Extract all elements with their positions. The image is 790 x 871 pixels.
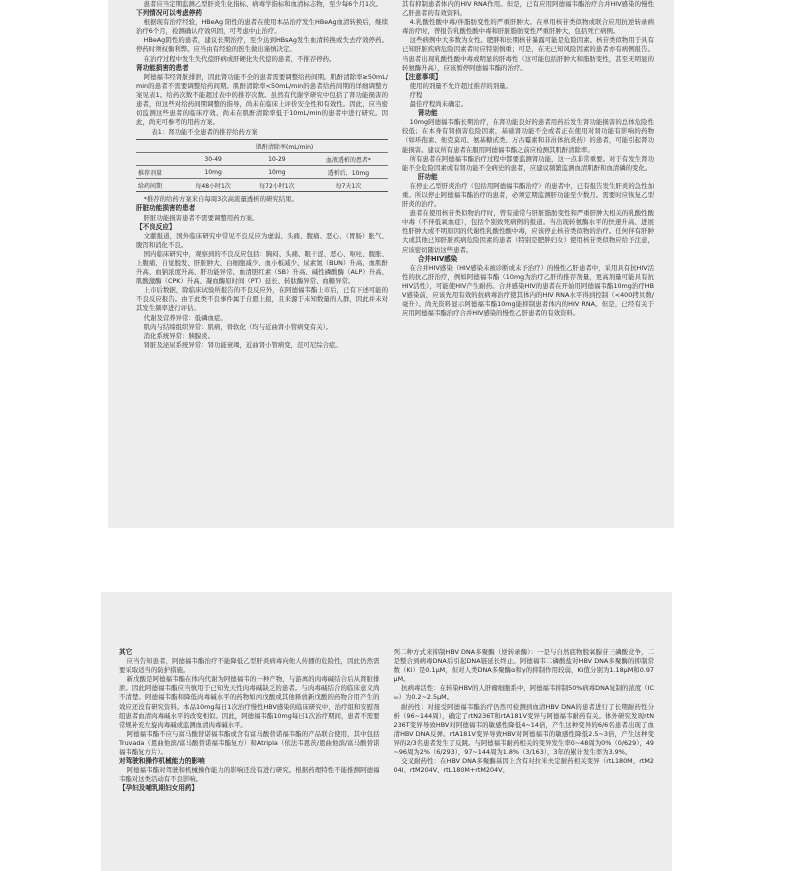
paragraph: 在合并HIV感染（HIV感染未被诊断或未予治疗）的慢性乙肝患者中，采用具有抗HIV活性的抗乙肝治疗，例如阿德福韦酯（10mg为治疗乙肝的推荐剂量，更高剂量可能具有抗HIV活性），可能使HIV产生耐药。合并感染HIV的患者在开始用阿德福韦酯10mg治疗HBV感染前，应该先用有效的抗病毒治疗使其体内的HIV RNA水平得到控制（<400拷贝数/毫升）。尚无资料显示阿德福韦酯10mg能抑制患者体内的HIV RNA。但是，已经有关于应用阿德福韦酯治疗合并HIV感染的慢性乙肝患者的有效资料。 bbox=[402, 263, 654, 318]
paragraph: HBeAg阴性的患者，建议长期治疗，至少达到HBsAg发生血清转换或失去疗效停药。停药时须权衡利弊。应当由有经验的医生做出谨慎决定。 bbox=[136, 36, 388, 54]
section-heading: 对驾驶和操作机械能力的影响 bbox=[119, 757, 205, 766]
right-column-bottom bbox=[394, 648, 655, 871]
section-heading: 肝脏功能损害的患者 bbox=[136, 204, 196, 213]
paragraph: 耐药性：对接受阿德福韦酯治疗仍然可检测到血清HBV DNA的患者进行了长期耐药性分析（96~144周），确定了rtN236T和rtA181V变异与阿德福韦耐药有关。体外研究发现rtN236T变异导致HBV对阿德福韦的敏感性降低4~14倍，产生这种变异的6/6名患者出现了血清HBV DNA反弹。rtA181V变异导致HBV对阿德福韦的敏感性降低2.5~3倍，产生这种变异的2/3名患者发生了反跳。与阿德福韦耐药相关的变异发生率0~48周为0%（0/629），49~96周为2%（6/293），97~144周为1.8%（3/163），3年的累计发生率为3.9%。 bbox=[393, 702, 654, 757]
table-group-header: 肌酐清除率(mL/min) bbox=[181, 140, 388, 153]
paragraph: 国内临床研究中，观察到的不良反应包括：胸闷、头痛、眼干涩、恶心、呕吐、腹胀、上腹痛、自觉脱发、肝脏肿大、白细胞减少、血小板减少、尿素氮（BUN）升高、血肌酐升高、血钠浓度升高、肝功能异常、血清胆红素（SB）升高、碱性磷酸酶（ALP）升高、肌酸激酶（CPK）升高、凝血酶原时间（PT）延长、转肽酶异常、血糖异常。 bbox=[136, 249, 388, 286]
paragraph: 阿德福韦经肾脏排泄，因此肾功能不全的患者需要调整给药间期。肌酐清除率≥50mL/min的患者不需要调整给药间期。肌酐清除率<50mL/min的患者给药间期的详细调整方案见表1。给药次数不能超过表中的推荐次数。虽然有代谢学研究中包括了肾功能损害的患者，但这些对给药间期调整的指导，尚未在临床上评价安全性和有效性。因此，应当密切监测这些患者的临床疗效、尚未在肌酐清除率低于10mL/min的患者中进行研究。因此，尚无可参考的用药方案。 bbox=[136, 72, 388, 127]
paragraph: 肌肉与结缔组织异常：肌病，骨软化（均与近曲肾小管病变有关）。 bbox=[143, 322, 333, 331]
paragraph: *推荐的给药方案来自每周3次高流量透析的研究结果。 bbox=[143, 195, 298, 204]
paragraph: 在治疗过程中发生失代偿肝病或肝硬化失代偿的患者，不推荐停药。 bbox=[143, 54, 336, 63]
section-heading: 下列情况可以考虑停药 bbox=[136, 9, 202, 18]
paragraph: 交叉耐药性：在HBV DNA多聚酶基因上含有对拉米夫定耐药相关变异（rtL180M、rtM204I、rtM204V、rtL180M+rtM204V、 bbox=[393, 757, 654, 775]
table-corner bbox=[136, 153, 181, 166]
paragraph: 使用的剂量不允许超过推荐的剂量。 bbox=[409, 81, 512, 90]
paragraph: 抗病毒活性：在转染HBV的人肝瘤细胞系中，阿德福韦抑制50%病毒DNA复制的浓度（IC₅₀）为0.2~2.5μM。 bbox=[393, 684, 654, 702]
section-title: 【注意事项】 bbox=[402, 72, 442, 81]
section-heading: 肾功能损害的患者 bbox=[136, 63, 189, 72]
table-range-header: 血液透析的患者* bbox=[309, 153, 388, 166]
paragraph: 根据现有治疗经验，HBeAg 阳性的患者在使用本品治疗发生HBeAg血清转换后，继续治疗6个月，检测确认疗效巩固，可考虑中止治疗。 bbox=[136, 18, 388, 36]
table-cell: 每7天1次 bbox=[335, 182, 362, 190]
table-corner bbox=[136, 140, 181, 153]
paragraph: 在停止乙型肝炎治疗（包括用阿德福韦酯治疗）的患者中，已有报告发生肝炎的急性加重。所以停止阿德福韦酯治疗的患者，必须定期监测肝功能至少数月。需要时应恢复乙型肝炎的治疗。 bbox=[402, 181, 654, 209]
table-cell: 10mg bbox=[181, 166, 245, 179]
document-page-bottom bbox=[101, 592, 672, 871]
paragraph: 最佳疗程尚未确定。 bbox=[409, 100, 468, 109]
paragraph: 应当告知患者，阿德福韦酯治疗不能降低乙型肝炎病毒向他人传播的危险性，因此仍然需要采取适当的防护措施。 bbox=[119, 657, 380, 675]
section-heading: 肾功能 bbox=[417, 109, 438, 118]
section-heading: 其它 bbox=[119, 648, 133, 656]
table-row-label: 推荐剂量 bbox=[136, 166, 181, 179]
table-row-label: 给药间期 bbox=[138, 182, 163, 190]
table-cell: 每72小时1次 bbox=[259, 182, 295, 190]
paragraph: 4.乳酸性酸中毒/伴脂肪变性的严重肝肿大。在单用核苷类似物或联合应用抗逆转录病毒治疗时，曾报告乳酸性酸中毒和肝脏脂肪变性严重肝肿大，包括死亡病例。 bbox=[402, 18, 654, 36]
table-range-header: 30-49 bbox=[181, 153, 245, 166]
paragraph: 其有抑制患者体内的HIV RNA作用。但是，已有应用阿德福韦酯治疗合并HIV感染的慢性乙肝患者的有效资料。 bbox=[402, 0, 654, 18]
section-title: 【不良反应】 bbox=[136, 222, 176, 231]
paragraph: 列二种方式来抑制HBV DNA多聚酶（逆转录酶）：一是与自然底物脱氧腺苷三磷酸竞争，二是整合到病毒DNA后引起DNA链延长终止。阿德福韦二磷酸盐对HBV DNA多聚酶的抑制常数（Ki）是0.1μM，但对人类DNA多聚酶α和γ的抑制作用较弱，Ki值分别为1.18μM和0.97μM。 bbox=[393, 648, 654, 684]
paragraph: 阿德福韦酯不应与富马酸替诺福韦酯或含有富马酸替诺福韦酯的产品联合使用，其中包括Truvada（恩曲他滨/富马酸替诺福韦酯复方）和Atripla（依法韦恩茨/恩曲他滨/富马酸替诺福韦酯复方片）。 bbox=[119, 729, 380, 757]
table-range-header: 10-29 bbox=[245, 153, 309, 166]
paragraph: 疗程 bbox=[409, 90, 423, 99]
paragraph: 新戊酸是阿德福韦酯在体内代谢为阿德福韦的一种产物，与游离的肉毒碱结合后从肾脏排泄。因此阿德福韦酯应当慎用于已知先天性肉毒碱缺乏的患者。与肉毒碱结合的临床意义尚不清楚。阿德福韦酯和降低肉毒碱水平的药物如丙戊酸或其他释放新戊酸的药物合用产生的效应还没有研究资料。本品10mg每日1次治疗慢性HBV感染的临床研究中，治疗组和安慰剂组患者血清肉毒碱水平的改变相似。因此，阿德福韦酯10mg每日1次治疗期间，患者不需要常规补充左旋肉毒碱或监测血清肉毒碱水平。 bbox=[119, 675, 380, 729]
table-cell: 每48小时1次 bbox=[195, 182, 231, 190]
right-column-top bbox=[402, 0, 654, 528]
paragraph: 10mg阿德福韦酯长期治疗，在肾功能良好的患者用药后发生肾功能损害的总体危险性较低；在本身有肾损害危险因素，基础肾功能不全或者正在使用对肾功能有影响的药物（如环孢素、他克莫司、氨基糖甙类、万古霉素和非甾体抗炎药）的患者，可能引起肾功能损害。建议所有患者在服用阿德福韦酯之前应检测其肌酐清除率。 bbox=[402, 118, 654, 154]
table-cell: 透析后，10mg bbox=[309, 166, 388, 179]
section-heading: 肝功能 bbox=[417, 172, 438, 181]
paragraph: 上市后数据，除临床试验所报告的不良反应外，在阿德福韦酯上市后，已有下述可能的不良反应报告。由于此类不良事件属于自愿上报，且来源于未知数量的人群，因此并未对其发生频率进行评估。 bbox=[136, 286, 388, 313]
left-column-top bbox=[136, 0, 388, 528]
paragraph: 文献报道，国外临床研究中常见不良反应为虚弱、头痛、腹痛、恶心、（胃肠）胀气、腹泻和消化不良。 bbox=[136, 231, 388, 249]
paragraph: 患者在使用核苷类似物治疗时，曾有通常与肝脏脂肪变性和严重肝肿大相关的乳酸性酸中毒（不伴低氧血症），包括个别致死病例的报道。当出现转氨酶水平的快速升高、进展性肝肿大或不明原因的代谢性乳酸性酸中毒，应该停止核苷类似物的治疗。任何伴有肝肿大或其他已知肝脏疾病危险因素的患者（特别是肥胖妇女）使用核苷类似物应给予注意，应该密切随访这些患者。 bbox=[402, 209, 654, 254]
document-page-top bbox=[108, 0, 674, 528]
paragraph: 消化系统异常：胰腺炎。 bbox=[143, 331, 214, 340]
table-cell: 10mg bbox=[245, 166, 309, 179]
paragraph: 患者应当定期监测乙型肝炎生化指标、病毒学指标和血清标志物，至少每6个月1次。 bbox=[143, 0, 382, 8]
paragraph: 代谢及营养异常：低磷血症。 bbox=[143, 313, 227, 322]
table-caption: 表1：肾功能不全患者的推荐给药方案 bbox=[151, 128, 258, 137]
section-heading: 合并HIV感染 bbox=[417, 254, 458, 263]
paragraph: 这些病例中大多数为女性。肥胖和长期核苷暴露可能是危险因素。核苷类似物用于具有已知肝脏疾病危险因素者时应特别慎重；可是，在无已知风险因素的患者亦有病例报告。当患者出现乳酸性酸中毒或明显的肝毒性（这可能包括肝肿大和脂肪变性，甚至无明显的转氨酶升高），应该暂停阿德福韦酯的治疗。 bbox=[402, 36, 654, 72]
paragraph: 所有患者在阿德福韦酯治疗过程中都要监测肾功能，这一点非常重要。对于有发生肾功能不全危险因素或有肾功能不全病史的患者，应建议频繁监测血清肌酐和血清磷的变化。 bbox=[402, 154, 654, 172]
left-column-bottom bbox=[119, 648, 380, 871]
paragraph: 肾脏及泌尿系统异常：肾功能衰竭，近曲肾小管病变，范可尼综合症。 bbox=[143, 340, 342, 349]
paragraph: 阿德福韦酯对驾驶和机械操作能力的影响还没有进行研究。根据药理特性不能推测阿德福韦酯对这类活动有不良影响。 bbox=[119, 766, 380, 784]
paragraph: 肝脏功能损害患者不需要调整用药方案。 bbox=[143, 213, 259, 222]
renal-dosing-table bbox=[136, 139, 388, 192]
section-title: 【孕妇及哺乳期妇女用药】 bbox=[119, 784, 199, 793]
